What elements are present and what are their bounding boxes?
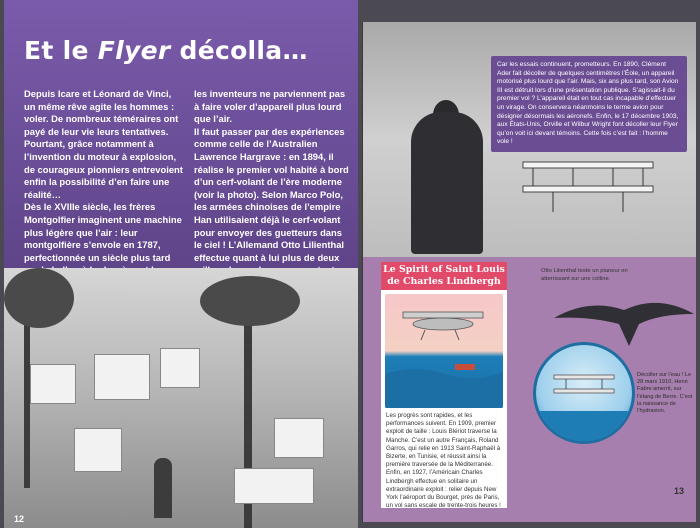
spirit-plane-icon	[385, 294, 503, 408]
right-page	[362, 22, 696, 522]
man-silhouette	[154, 458, 172, 518]
page-number-left: 12	[14, 514, 25, 524]
otto-caption: Otto Lilienthal teste un planeur en atterrissant sur une colline.	[541, 268, 628, 282]
lindbergh-text: Les progrès sont rapides, et les performances suivent. En 1909, premier exploit de taille : Louis Blériot traverse la Manche. C’est un autre Français, Roland Garros, qui relie en 1913 Saint-Raphaël à Bizerte, en Tunisie, et réussit ainsi la première traversée de la Méditerranée. Enfin, en 1927, l’Américain Charles Lindbergh effectue en solitaire un extraordinaire exploit : relier depuis New York l’aéroport du Bourget, près de Paris, un vol sans escale de trente-trois heures !	[386, 412, 501, 510]
kite-cell-2	[94, 354, 150, 400]
heavier-than-air-paragraph: les inventeurs ne parviennent pas à faire voler d’appareil plus lourd que l’air.	[194, 88, 346, 125]
montgolfier-paragraph: Dès le XVIIIe siècle, les frères Montgolfier imaginent une machine plus légère que l’air : leur montgolfière s’envole en 1787, perfectionnée un siècle plus tard	[24, 201, 182, 263]
hargrave-kite-photo	[4, 268, 358, 528]
kite-cell-5	[274, 418, 324, 458]
page-number-right: 13	[673, 486, 684, 496]
lindbergh-panel	[381, 290, 507, 508]
lindbergh-title-line-2: de Charles Lindbergh	[387, 276, 501, 287]
kite-cell-6	[234, 468, 314, 504]
palm-crown	[200, 276, 300, 326]
title-post: décolla…	[170, 36, 308, 65]
kite-cell-4	[74, 428, 122, 472]
title-flyer: Flyer	[97, 36, 171, 65]
hydravion-caption: Décoller sur l’eau ! Le 28 mars 1910, Henri Fabre amerrit, sur l’étang de Berre. C’est la naissance de l’hydravion.	[637, 372, 693, 415]
lindbergh-banner	[381, 262, 507, 290]
spirit-of-saint-louis-illustration	[385, 294, 503, 408]
page-title	[24, 36, 308, 65]
tree-left-crown	[4, 268, 74, 328]
hydravion-circle-illustration	[533, 342, 635, 444]
intro-paragraph: Depuis Icare et Léonard de Vinci, un même rêve agite les hommes : voler. De nombreux téméraires ont payé de leur vie leurs tentatives. Pourtant, grâce notamment à l’invention du moteur à explosion, de courageux pionniers entrevoient enfin la possibilité d’en faire une réalité…	[24, 88, 183, 200]
lilienthal-glider	[549, 288, 696, 348]
kite-cell-1	[30, 364, 76, 404]
hargrave-paragraph: Il faut passer par des expériences comme celle de l’Australien Lawrence Hargrave : en 1894, il réalise le premier vol habité à bord d’un cerf-volant de l’ère moderne (voir la photo). Selon Marco Polo, les armées chinoises de l’empire Han utilisaient déjà le cerf-volant pour envoyer des guetteurs dans le ciel ! L’Allemand Otto Lilienthal effectue quant à lui plus de deux	[194, 125, 349, 263]
lindbergh-title-line-1: Le Spirit of Saint Louis	[383, 264, 505, 275]
man-silhouette-right	[411, 112, 483, 254]
wright-flyer-plane	[513, 142, 673, 222]
hydravion-plane-icon	[536, 345, 632, 441]
left-page	[4, 0, 358, 528]
kite-cell-3	[160, 348, 200, 388]
title-pre: Et le	[24, 36, 98, 65]
flyer-caption: Car les essais continuent, prometteurs. En 1890, Clément Ader fait décoller de quelques centimètres l’Éole, un appareil motorisé plus lourd que l’air. Mais, six ans plus tard, son Avion III est détruit lors d’une présentation publique. S’agissait-il du premier vol ? L’appareil était en tout cas incapable d’effectuer un virage. On conserverа néanmoins le terme avion pour désigner désormais les aéronefs. Enfin, le 17 décembre 1903, aux États-Unis, Orville et Wilbur Wright font décoller leur Flyer qu’on voit ici devant témoins. Cette fois c’est fait : l’homme vole !	[491, 56, 687, 152]
